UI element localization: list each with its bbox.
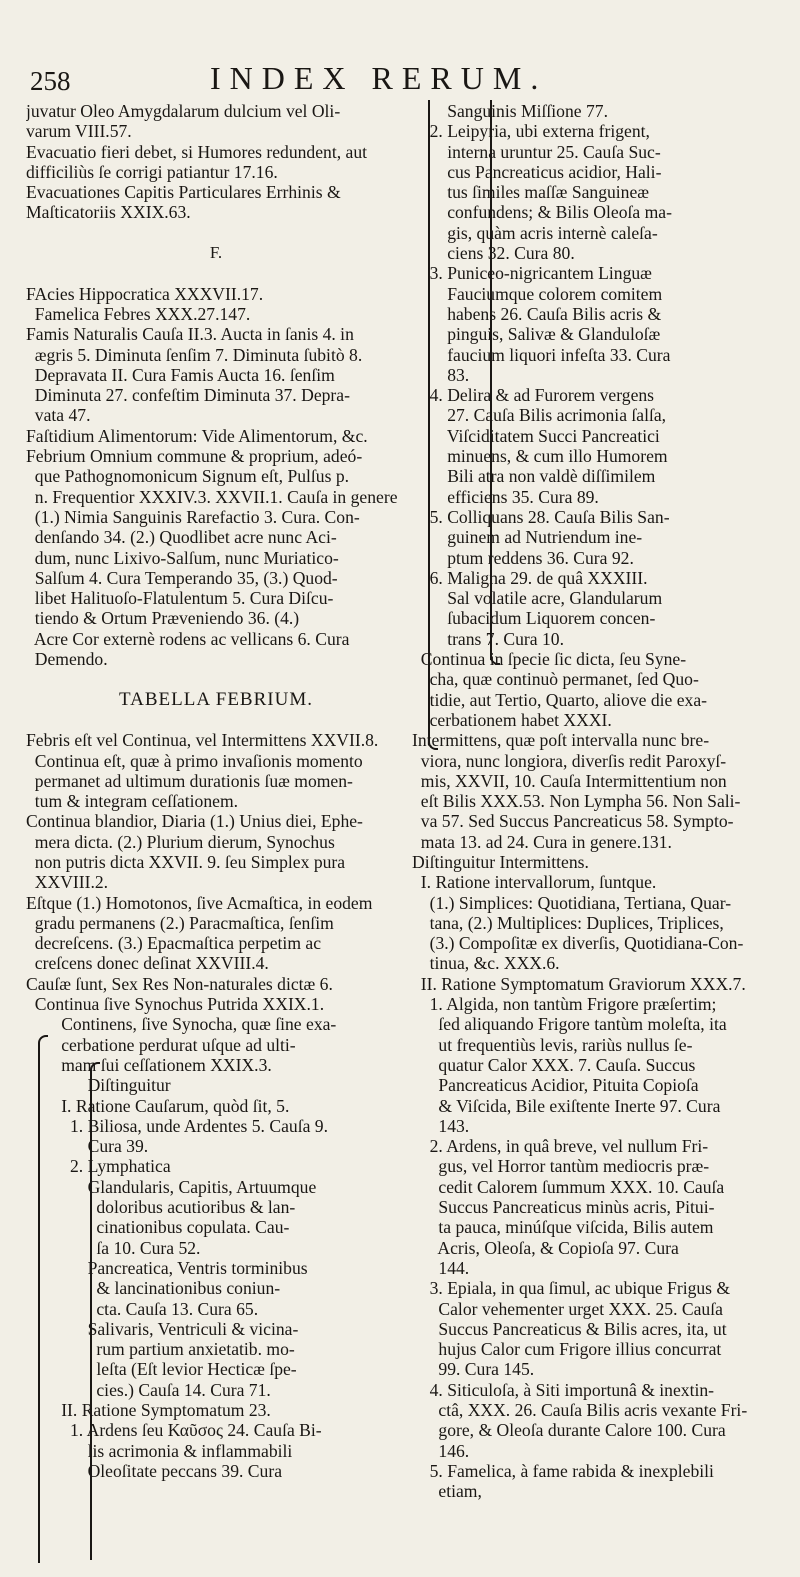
index-line: creſcens donec deſinat XXVIII.4. bbox=[26, 953, 269, 974]
index-line: Acre Cor externè rodens ac vellicans 6. Cura bbox=[26, 628, 350, 649]
index-line: leſta (Eſt levior Hecticæ ſpe- bbox=[26, 1359, 297, 1380]
index-line: 2. Leipyria, ubi externa frigent, bbox=[412, 121, 650, 142]
index-line: 1. Biliosa, unde Ardentes 5. Cauſa 9. bbox=[26, 1115, 328, 1136]
index-line: XXVIII.2. bbox=[26, 872, 109, 893]
index-line: I. Ratione Cauſarum, quòd ſit, 5. bbox=[26, 1095, 290, 1116]
index-line: pinguis, Salivæ & Glanduloſæ bbox=[412, 324, 661, 345]
index-line: 144. bbox=[412, 1257, 470, 1278]
index-line: Oleoſitate peccans 39. Cura bbox=[26, 1460, 283, 1481]
index-line: 99. Cura 145. bbox=[412, 1359, 535, 1380]
index-line: tus ſimiles maſſæ Sanguineæ bbox=[412, 182, 650, 203]
index-line: dum, nunc Lixivo-Salſum, nunc Muriatico- bbox=[26, 547, 339, 568]
index-line: 27. Cauſa Bilis acrimonia ſalſa, bbox=[412, 405, 667, 426]
index-line: & Viſcida, Bile exiſtente Inerte 97. Cura bbox=[412, 1095, 721, 1116]
index-line: 143. bbox=[412, 1115, 470, 1136]
index-line: Famelica Febres XXX.27.147. bbox=[26, 303, 251, 324]
index-line: Febrium Omnium commune & proprium, adeó- bbox=[26, 446, 363, 467]
index-line: (1.) Simplices: Quotidiana, Tertiana, Quar- bbox=[412, 892, 732, 913]
index-line: trans 7. Cura 10. bbox=[412, 628, 564, 649]
index-line: Fauciumque colorem comitem bbox=[412, 283, 663, 304]
index-line: 5. Colliquans 28. Cauſa Bilis San- bbox=[412, 506, 670, 527]
brace-inner-left-top bbox=[90, 1062, 100, 1072]
index-line: Continua eſt, quæ à primo invaſionis momento bbox=[26, 750, 363, 771]
index-line: Eſtque (1.) Homotonos, ſive Acmaſtica, in eodem bbox=[26, 892, 373, 913]
index-line: 2. Ardens, in quâ breve, vel nullum Fri- bbox=[412, 1136, 709, 1157]
index-line: cus Pancreaticus acidior, Hali- bbox=[412, 161, 662, 182]
index-line: etiam, bbox=[412, 1481, 482, 1502]
index-line: lis acrimonia & inflammabili bbox=[26, 1440, 293, 1461]
running-title: INDEX RERUM. bbox=[210, 60, 548, 96]
index-line: ſubacidum Liquorem concen- bbox=[412, 608, 656, 629]
index-line: juvatur Oleo Amygdalarum dulcium vel Oli- bbox=[26, 101, 341, 121]
index-line: varum VIII.57. bbox=[26, 121, 132, 142]
index-line: 1. Ardens ſeu Καῦσος 24. Cauſa Bi- bbox=[26, 1420, 322, 1441]
index-line: mera dicta. (2.) Plurium dierum, Synochus bbox=[26, 831, 335, 852]
index-line: cha, quæ continuò permanet, ſed Quo- bbox=[412, 669, 699, 690]
index-line: Salſum 4. Cura Temperando 35, (3.) Quod- bbox=[26, 567, 338, 588]
index-line: 4. Delira & ad Furorem vergens bbox=[412, 385, 655, 406]
index-line: Pancreatica, Ventris torminibus bbox=[26, 1257, 308, 1278]
index-line: vata 47. bbox=[26, 405, 91, 426]
index-line: FAcies Hippocratica XXXVII.17. bbox=[26, 283, 264, 304]
index-line: mata 13. ad 24. Cura in genere.131. bbox=[412, 831, 672, 852]
index-line: cta. Cauſa 13. Cura 65. bbox=[26, 1298, 259, 1319]
index-line: 2. Lymphatica bbox=[26, 1156, 171, 1177]
index-line: efficiens 35. Cura 89. bbox=[412, 486, 599, 507]
index-line: cies.) Cauſa 14. Cura 71. bbox=[26, 1379, 271, 1400]
index-line: II. Ratione Symptomatum Graviorum XXX.7. bbox=[412, 973, 746, 994]
index-line: decreſcens. (3.) Epacmaſtica perpetim ac bbox=[26, 933, 322, 954]
index-line: 1. Algida, non tantùm Frigore præſertim; bbox=[412, 994, 717, 1015]
index-line: ctâ, XXX. 26. Cauſa Bilis acris vexante Fri- bbox=[412, 1400, 748, 1420]
index-line: Bili atra non valdè diſſimilem bbox=[412, 466, 656, 487]
index-line: gis, quàm acris internè caleſa- bbox=[412, 222, 658, 243]
index-line: tana, (2.) Multiplices: Duplices, Triplices, bbox=[412, 912, 724, 933]
brace-outer-left bbox=[38, 1043, 40, 1563]
index-line: Continua blandior, Diaria (1.) Unius diei, Ephe- bbox=[26, 811, 363, 832]
index-line: Pancreaticus Acidior, Pituita Copioſa bbox=[412, 1075, 699, 1096]
index-line: va 57. Sed Succus Pancreaticus 58. Sympto- bbox=[412, 811, 734, 832]
index-line: denſando 34. (2.) Quodlibet acre nunc Aci- bbox=[26, 527, 337, 548]
index-line: 6. Maligna 29. de quâ XXXIII. bbox=[412, 567, 648, 588]
index-line: Febris eſt vel Continua, vel Intermittens XXVII.8. bbox=[26, 730, 379, 751]
index-line: permanet ad ultimum durationis ſuæ momen- bbox=[26, 770, 353, 791]
index-line bbox=[26, 710, 406, 730]
index-line: Continens, ſive Synocha, quæ ſine exa- bbox=[26, 1014, 337, 1035]
index-line: (1.) Nimia Sanguinis Rarefactio 3. Cura. Con- bbox=[26, 506, 360, 527]
index-line: ciens 32. Cura 80. bbox=[412, 243, 575, 264]
index-line: II. Ratione Symptomatum 23. bbox=[26, 1400, 271, 1420]
index-line: minuens, & cum illo Humorem bbox=[412, 446, 668, 467]
index-line: eſt Bilis XXX.53. Non Lympha 56. Non Sali- bbox=[412, 791, 741, 812]
index-line: guinem ad Nutriendum ine- bbox=[412, 527, 643, 548]
index-line: 4. Siticuloſa, à Siti importunâ & inextin- bbox=[412, 1379, 714, 1400]
index-line: Intermittens, quæ poſt intervalla nunc bre- bbox=[412, 730, 710, 751]
index-line: ſed aliquando Frigore tantùm moleſta, ita bbox=[412, 1014, 727, 1035]
index-line: ægris 5. Diminuta ſenſim 7. Diminuta ſubitò 8. bbox=[26, 344, 363, 365]
index-line: viora, nunc longiora, diverſis redit Paroxyſ- bbox=[412, 750, 727, 771]
index-line: cerbatione perdurat uſque ad ulti- bbox=[26, 1034, 296, 1055]
index-line: 83. bbox=[412, 364, 470, 385]
index-line: 3. Epiala, in qua ſimul, ac ubique Frigus & bbox=[412, 1278, 731, 1299]
index-line: I. Ratione intervallorum, ſuntque. bbox=[412, 872, 657, 893]
index-line: ſa 10. Cura 52. bbox=[26, 1237, 201, 1258]
index-line: mam ſui ceſſationem XXIX.3. bbox=[26, 1054, 272, 1075]
index-line: F. bbox=[209, 243, 223, 263]
index-line bbox=[26, 223, 406, 243]
index-line: habens 26. Cauſa Bilis acris & bbox=[412, 303, 662, 324]
index-line: non putris dicta XXVII. 9. ſeu Simplex pura bbox=[26, 851, 346, 872]
index-line: gus, vel Horror tantùm mediocris præ- bbox=[412, 1156, 710, 1177]
index-line: Cauſæ ſunt, Sex Res Non-naturales dictæ 6. bbox=[26, 973, 333, 994]
index-line: Glandularis, Capitis, Artuumque bbox=[26, 1176, 317, 1197]
index-line: que Pathognomonicum Signum eſt, Pulſus p. bbox=[26, 466, 350, 487]
index-line: TABELLA FEBRIUM. bbox=[119, 689, 313, 710]
index-line: cerbationem habet XXXI. bbox=[412, 709, 612, 730]
brace-outer-left-top bbox=[38, 1035, 48, 1045]
index-line: Evacuationes Capitis Particulares Errhinis & bbox=[26, 182, 341, 203]
index-line: ut frequentiùs levis, rariùs nullus ſe- bbox=[412, 1034, 693, 1055]
index-line: Evacuatio fieri debet, si Humores redundent, aut bbox=[26, 141, 368, 162]
index-line: 5. Famelica, à fame rabida & inexplebili bbox=[412, 1460, 714, 1481]
left-column bbox=[26, 101, 406, 1481]
index-line: quatur Calor XXX. 7. Cauſa. Succus bbox=[412, 1054, 696, 1075]
index-line: Diminuta 27. confeſtim Diminuta 37. Depra- bbox=[26, 385, 350, 406]
index-line: cinationibus copulata. Cau- bbox=[26, 1217, 290, 1238]
index-line: Acris, Oleoſa, & Copioſa 97. Cura bbox=[412, 1237, 679, 1258]
index-line: & lancinationibus coniun- bbox=[26, 1278, 281, 1299]
index-line: Salivaris, Ventriculi & vicina- bbox=[26, 1318, 299, 1339]
index-line: tidie, aut Tertio, Quarto, aliove die exa- bbox=[412, 689, 707, 710]
index-line bbox=[26, 669, 406, 689]
brace-right-inner bbox=[490, 100, 492, 660]
index-line: tinua, &c. XXX.6. bbox=[412, 953, 560, 974]
brace-inner-left bbox=[90, 1070, 92, 1560]
index-line: Demendo. bbox=[26, 649, 108, 670]
index-line: Famis Naturalis Cauſa II.3. Aucta in ſanis 4. in bbox=[26, 324, 354, 345]
index-line: Continua ſive Synochus Putrida XXIX.1. bbox=[26, 994, 325, 1015]
index-line: (3.) Compoſitæ ex diverſis, Quotidiana-Con- bbox=[412, 933, 744, 954]
index-line: Continua in ſpecie ſic dicta, ſeu Syne- bbox=[412, 649, 687, 670]
index-line: Sal volatile acre, Glandularum bbox=[412, 588, 663, 609]
index-line: Calor vehementer urget XXX. 25. Cauſa bbox=[412, 1298, 723, 1319]
page-number: 258 bbox=[30, 66, 71, 96]
index-line: n. Frequentior XXXIV.3. XXVII.1. Cauſa in genere bbox=[26, 486, 398, 507]
index-line: Cura 39. bbox=[26, 1136, 149, 1157]
right-column bbox=[412, 101, 772, 1501]
index-line: confundens; & Bilis Oleoſa ma- bbox=[412, 202, 672, 223]
index-line: gore, & Oleoſa durante Calore 100. Cura bbox=[412, 1420, 726, 1441]
index-line: rum partium anxietatib. mo- bbox=[26, 1339, 295, 1360]
index-line: difficiliùs ſe corrigi patiantur 17.16. bbox=[26, 161, 278, 182]
index-line: 3. Puniceo-nigricantem Linguæ bbox=[412, 263, 652, 284]
index-line: Diſtinguitur Intermittens. bbox=[412, 851, 589, 872]
index-line: tiendo & Ortum Præveniendo 36. (4.) bbox=[26, 608, 300, 629]
index-line: Depravata II. Cura Famis Aucta 16. ſenſim bbox=[26, 364, 335, 385]
index-line: 146. bbox=[412, 1440, 470, 1461]
index-line: Viſciditatem Succi Pancreatici bbox=[412, 425, 660, 446]
index-line: doloribus acutioribus & lan- bbox=[26, 1197, 296, 1218]
index-line: Succus Pancreaticus & Bilis acres, ita, ut bbox=[412, 1318, 727, 1339]
index-line: cedit Calorem ſummum XXX. 10. Cauſa bbox=[412, 1176, 725, 1197]
index-line: mis, XXVII, 10. Cauſa Intermittentium non bbox=[412, 770, 727, 791]
index-line bbox=[26, 263, 406, 283]
index-line: gradu permanens (2.) Paracmaſtica, ſenſim bbox=[26, 912, 334, 933]
index-line: Maſticatoriis XXIX.63. bbox=[26, 202, 191, 223]
brace-right-continuation bbox=[428, 100, 430, 740]
index-line: interna uruntur 25. Cauſa Suc- bbox=[412, 141, 661, 162]
index-line: Faſtidium Alimentorum: Vide Alimentorum, &c. bbox=[26, 425, 368, 446]
index-line: tum & integram ceſſationem. bbox=[26, 791, 239, 812]
index-line: Succus Pancreaticus minùs acris, Pitui- bbox=[412, 1197, 715, 1218]
index-line: libet Halituoſo-Flatulentum 5. Cura Diſcu- bbox=[26, 588, 334, 609]
index-line: hujus Calor cum Frigore illius concurrat bbox=[412, 1339, 722, 1360]
index-line: ta pauca, minúſque viſcida, Bilis autem bbox=[412, 1217, 714, 1238]
index-line: ptum reddens 36. Cura 92. bbox=[412, 547, 634, 568]
index-line: Diſtinguitur bbox=[26, 1075, 171, 1096]
index-line: Sanguinis Miſſione 77. bbox=[412, 101, 608, 121]
index-line: faucium liquori infeſta 33. Cura bbox=[412, 344, 671, 365]
